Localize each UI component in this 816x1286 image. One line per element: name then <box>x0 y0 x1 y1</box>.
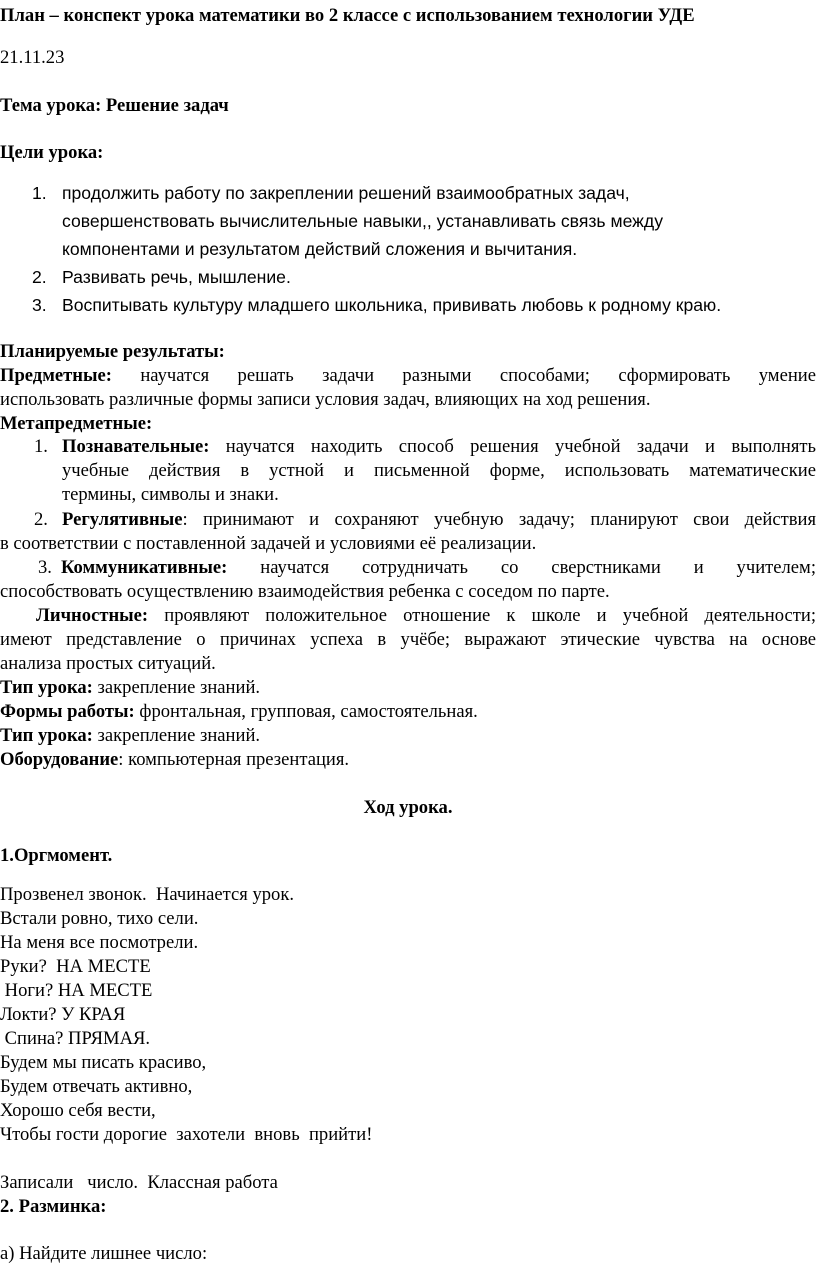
personal-line: имеют представление о причинах успеха в учёбе; выражают этические чувства на основе <box>0 629 816 650</box>
lesson-date: 21.11.23 <box>0 47 65 68</box>
cognitive-label: Познавательные: <box>62 436 210 457</box>
communicative-line: способствовать осуществлению взаимодействия ребенка с соседом по парте. <box>0 581 610 602</box>
goal-line: компонентами и результатом действий сложения и вычитания. <box>62 239 578 259</box>
subject-results-line: использовать различные формы записи условия задач, влияющих на ход решения. <box>0 389 651 410</box>
cognitive-line: термины, символы и знаки. <box>62 484 279 505</box>
goals-heading: Цели урока: <box>0 142 104 163</box>
lesson-type-line: Тип урока: закрепление знаний. <box>0 677 261 698</box>
list-number: 2. <box>34 509 48 530</box>
lesson-type-label: Тип урока: <box>0 677 93 698</box>
goal-line: Развивать речь, мышление. <box>62 267 291 287</box>
regulative-label: Регулятивные <box>62 509 183 530</box>
poem-line: Чтобы гости дорогие захотели вновь прийти! <box>0 1124 373 1145</box>
equipment-line: Оборудование: компьютерная презентация. <box>0 749 350 770</box>
personal-line: Личностные: проявляют положительное отношение к школе и учебной деятельности; <box>36 605 816 626</box>
subject-results-line: Предметные: научатся решать задачи разными способами; сформировать умение <box>0 365 816 386</box>
communicative-line: Коммуникативные: научатся сотрудничать со сверстниками и учителем; <box>61 557 816 578</box>
goal-line: совершенствовать вычислительные навыки,, устанавливать связь между <box>62 211 663 231</box>
work-forms-label: Формы работы: <box>0 701 135 722</box>
regulative-line: Регулятивные: принимают и сохраняют учебную задачу; планируют свои действия <box>62 509 816 530</box>
lesson-progress-heading: Ход урока. <box>363 797 453 818</box>
lesson-type-label: Тип урока: <box>0 725 93 746</box>
work-forms-line: Формы работы: фронтальная, групповая, самостоятельная. <box>0 701 478 722</box>
subject-results-label: Предметные: <box>0 365 112 386</box>
poem-line: Руки? НА МЕСТЕ <box>0 956 151 977</box>
poem-line: Хорошо себя вести, <box>0 1100 156 1121</box>
poem-line: Прозвенел звонок. Начинается урок. <box>0 884 295 905</box>
goal-line: Воспитывать культуру младшего школьника, прививать любовь к родному краю. <box>62 295 722 315</box>
equipment-label: Оборудование <box>0 749 119 770</box>
poem-line: На меня все посмотрели. <box>0 932 199 953</box>
goal-line: продолжить работу по закреплении решений взаимообратных задач, <box>62 183 630 203</box>
poem-line: Спина? ПРЯМАЯ. <box>0 1028 151 1049</box>
goal-number: 1. <box>32 183 47 203</box>
lesson-topic: Тема урока: Решение задач <box>0 95 229 116</box>
poem-line: Ноги? НА МЕСТЕ <box>0 980 153 1001</box>
personal-line: анализа простых ситуаций. <box>0 653 216 674</box>
list-number: 3. <box>38 557 52 578</box>
meta-results-heading: Метапредметные: <box>0 413 153 434</box>
section-heading-warmup: 2. Разминка: <box>0 1196 107 1217</box>
cognitive-line: Познавательные: научатся находить способ решения учебной задачи и выполнять <box>62 436 816 457</box>
regulative-line: в соответствии с поставленной задачей и условиями её реализации. <box>0 533 537 554</box>
cognitive-line: учебные действия в устной и письменной форме, использовать математические <box>62 460 816 481</box>
goal-number: 2. <box>32 267 47 287</box>
section-heading-orgmoment: 1.Оргмомент. <box>0 845 113 866</box>
personal-label: Личностные: <box>36 605 149 626</box>
list-number: 1. <box>34 436 48 457</box>
document-title: План – конспект урока математики во 2 классе с использованием технологии УДЕ <box>0 5 695 26</box>
poem-line: Будем мы писать красиво, <box>0 1052 207 1073</box>
poem-line: Локти? У КРАЯ <box>0 1004 126 1025</box>
task-a: а) Найдите лишнее число: <box>0 1243 208 1264</box>
record-line: Записали число. Классная работа <box>0 1172 278 1193</box>
poem-line: Будем отвечать активно, <box>0 1076 193 1097</box>
results-heading: Планируемые результаты: <box>0 341 225 362</box>
communicative-label: Коммуникативные: <box>61 557 228 578</box>
poem-line: Встали ровно, тихо сели. <box>0 908 199 929</box>
goal-number: 3. <box>32 295 47 315</box>
lesson-type-line: Тип урока: закрепление знаний. <box>0 725 261 746</box>
